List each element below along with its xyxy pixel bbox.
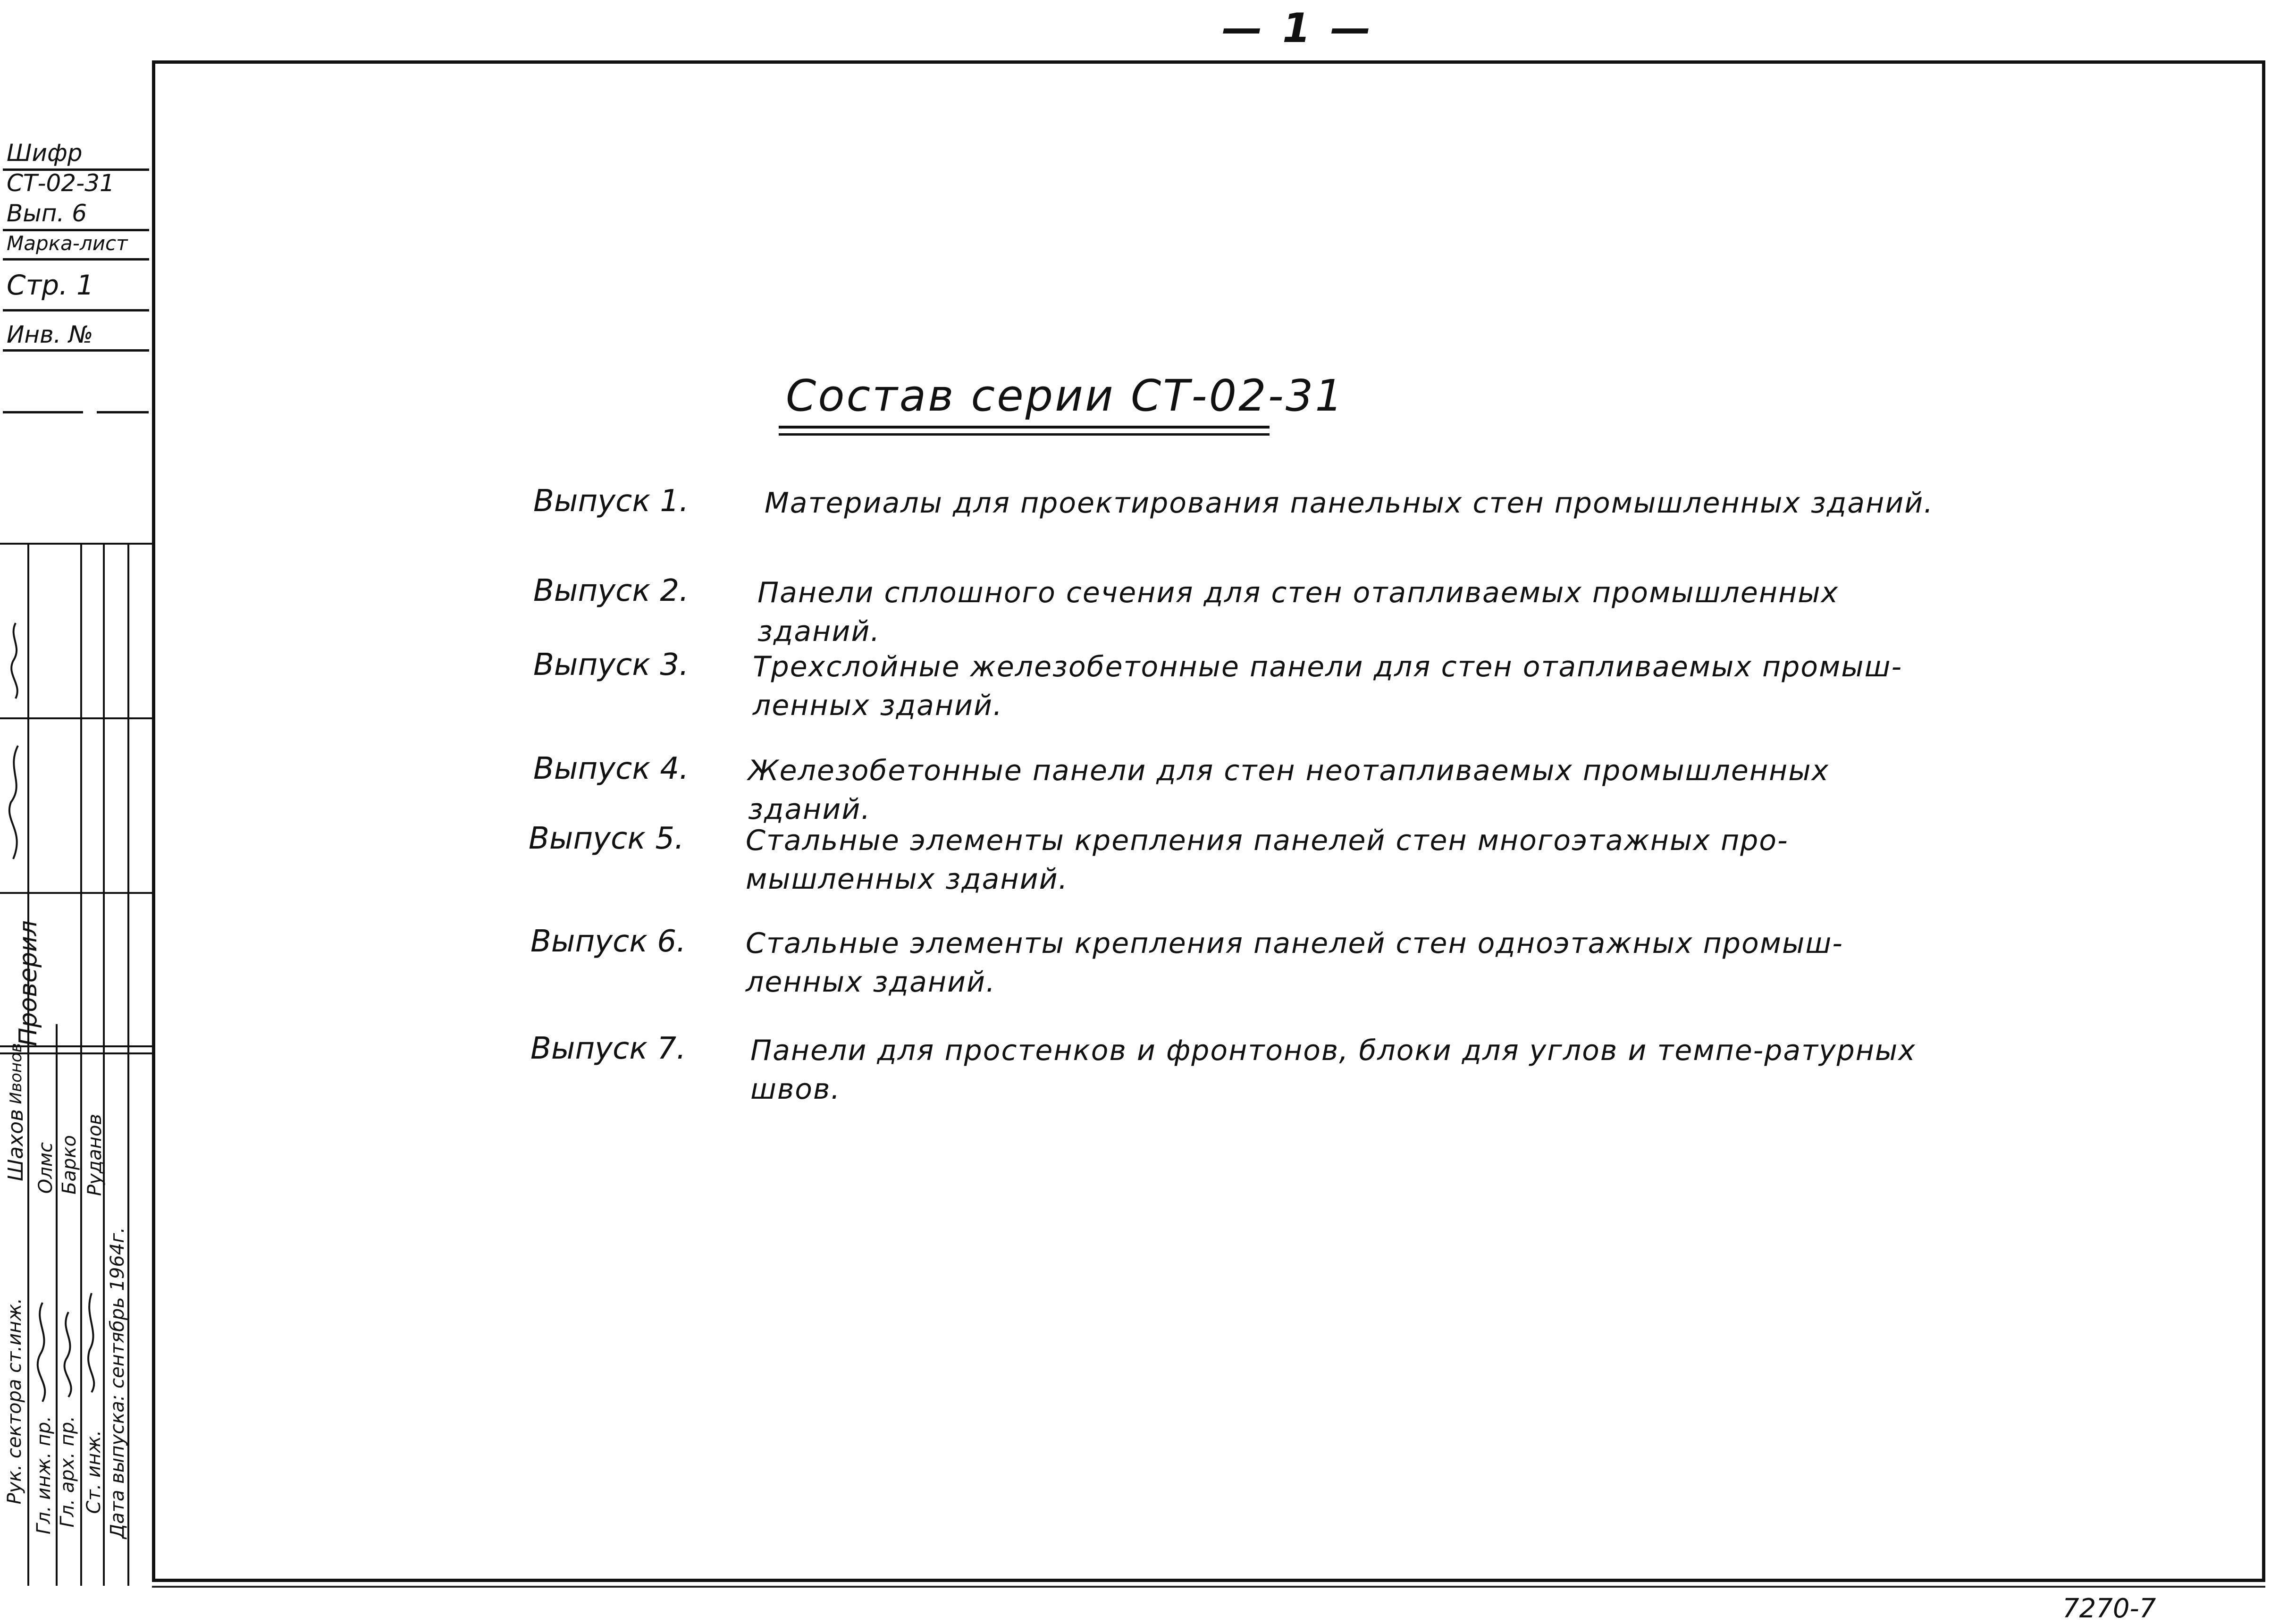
stamp-issue-number: Вып. 6 [7, 200, 87, 227]
list-item [533, 648, 1949, 751]
role-chief-architect: Гл. арх. пр. [57, 1416, 78, 1528]
list-item [530, 1031, 1949, 1135]
checked-by-label: Проверил [14, 920, 42, 1046]
signature-mark [81, 1288, 103, 1397]
issue-description: Материалы для проектирования панельных стен промышленных зданий. [765, 487, 1934, 520]
issue-description: Железобетонные панели для стен неотапливаемых промышленных зданий. [748, 754, 1830, 826]
issue-label: Выпуск 6. [530, 924, 686, 959]
issue-label: Выпуск 5. [529, 821, 684, 856]
sector-head-name: Шахов [4, 1109, 28, 1181]
stamp-divider [3, 349, 149, 352]
list-item [530, 924, 1949, 1028]
issue-label: Выпуск 7. [530, 1031, 686, 1066]
issue-label: Выпуск 2. [533, 573, 689, 608]
table-rule [0, 892, 152, 894]
title-underline [779, 433, 1270, 436]
stamp-inventory-number: Инв. № [7, 321, 93, 348]
table-rule [0, 717, 152, 719]
issue-label: Выпуск 1. [533, 484, 689, 519]
list-item [529, 821, 1949, 925]
stamp-series-code: СТ-02-31 [7, 169, 115, 197]
archive-number: 7270-7 [2062, 1593, 2156, 1624]
title-underline [779, 426, 1270, 429]
side-stamp [0, 139, 152, 1586]
page-number: — 1 — [1222, 5, 1374, 52]
stamp-divider [3, 309, 149, 311]
stamp-mark-sheet: Марка-лист [7, 232, 128, 255]
list-item [533, 484, 1949, 588]
sector-head-name-extra: Ивонов [7, 1043, 25, 1104]
chief-architect-name: Барко [59, 1135, 80, 1195]
signature-mark [4, 618, 27, 703]
role-chief-engineer: Гл. инж. пр. [33, 1416, 55, 1535]
issue-description: Панели для простенков и фронтонов, блоки для углов и темпе-ратурных швов. [750, 1034, 1916, 1106]
stamp-divider [3, 411, 83, 413]
issue-description: Трехслойные железобетонные панели для стен отапливаемых промыш-ленных зданий. [753, 650, 1903, 722]
document-title: Состав серии СТ-02-31 [786, 370, 1345, 421]
release-date: Дата выпуска: сентябрь 1964г. [107, 1227, 128, 1539]
stamp-cipher-label: Шифр [7, 139, 83, 167]
role-sector-head: Рук. сектора ст.инж. [4, 1298, 25, 1505]
signature-mark [57, 1307, 80, 1402]
stamp-page: Стр. 1 [7, 269, 94, 301]
issue-description: Панели сплошного сечения для стен отапливаемых промышленных зданий. [757, 576, 1839, 648]
issue-label: Выпуск 3. [533, 648, 689, 682]
role-senior-engineer: Ст. инж. [83, 1430, 105, 1514]
issue-label: Выпуск 4. [533, 751, 689, 786]
issue-description: Стальные элементы крепления панелей стен многоэтажных про-мышленных зданий. [746, 824, 1789, 896]
stamp-divider [97, 411, 149, 413]
chief-engineer-name: Олмс [35, 1142, 57, 1194]
table-column-rule [80, 543, 82, 1586]
issue-description: Стальные элементы крепления панелей стен одноэтажных промыш-ленных зданий. [746, 927, 1843, 999]
senior-engineer-name: Руданов [84, 1114, 106, 1196]
table-column-rule [27, 543, 29, 1586]
stamp-divider [3, 258, 149, 261]
signature-mark [4, 741, 27, 864]
signature-mark [28, 1298, 57, 1406]
bottom-rule [152, 1586, 2265, 1588]
table-column-rule [103, 543, 105, 1586]
approval-table [0, 543, 152, 1586]
stamp-divider [3, 229, 149, 231]
